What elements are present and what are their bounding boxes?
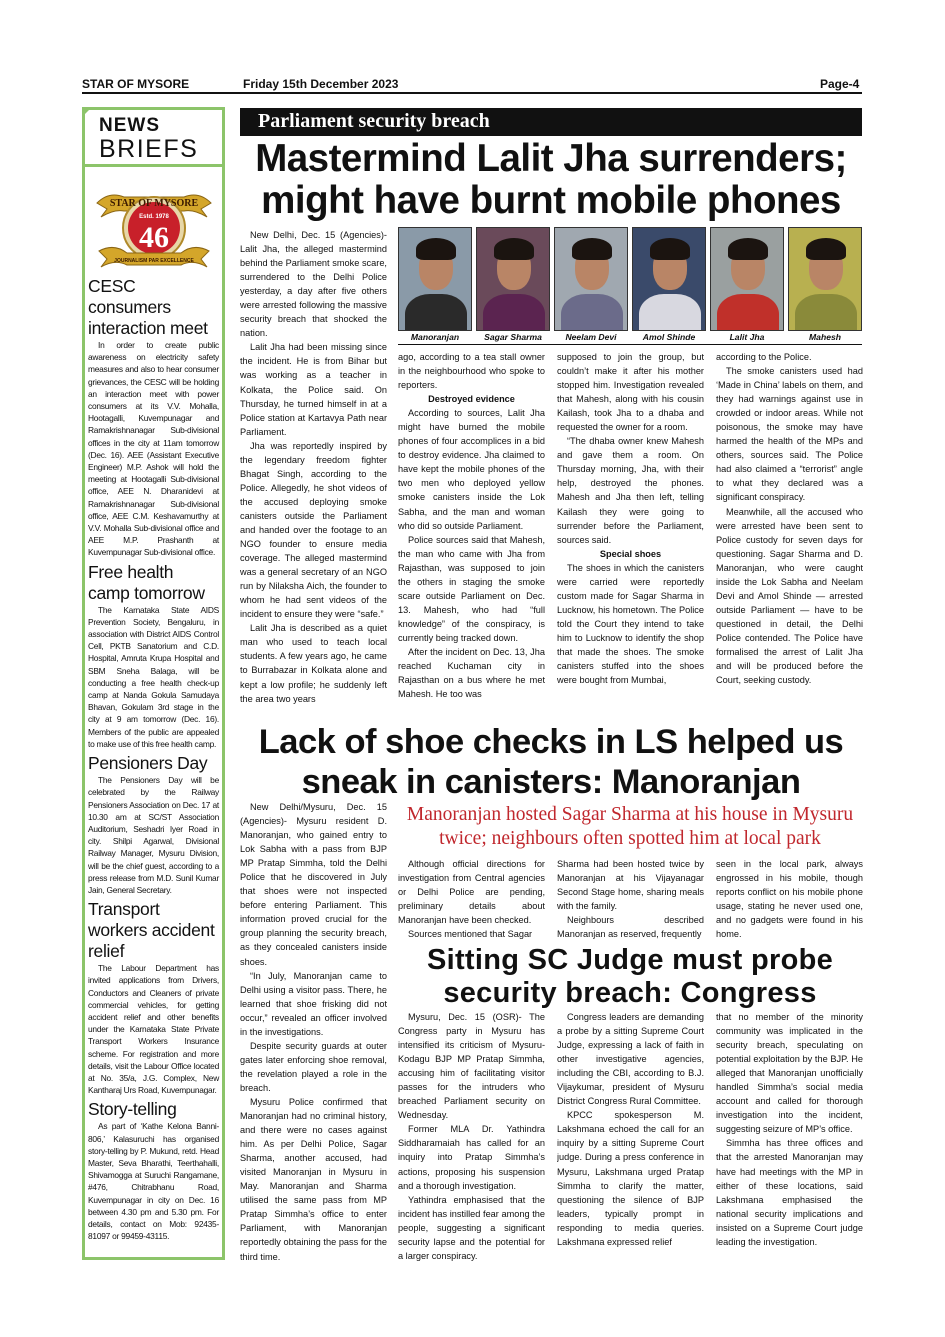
paragraph: Meanwhile, all the accused who were arrested have been sent to Police custody for seven days for questioning. Sagar Sharma and D. Manoranjan, who were caught inside the Lok Sabha and Neelam Devi and Amol Shinde — arrested outside Parliament — have to be questioned in detail, the Delhi Police contended. The Police have formalised the arrest of Lalit Jha and will be produced before the Court, seeking custody. xyxy=(716,506,863,686)
svg-text:46: 46 xyxy=(138,221,169,254)
briefs-label: BRIEFS xyxy=(99,135,199,163)
portrait-image xyxy=(554,227,628,331)
briefs-list xyxy=(85,276,222,1242)
paragraph: Yathindra emphasised that the incident has instilled fear among the people, suggesting a significant security lapse and the potential for a larger conspiracy. xyxy=(398,1194,545,1261)
paragraph: Sources mentioned that Sagar xyxy=(408,929,533,940)
paragraph: New Delhi/Mysuru, Dec. 15 (Agencies)- Mysuru resident D. Manoranjan, who gained entry to Lok Sabha with a pass from BJP MP Pratap Simmha, told the Delhi Police that he discovered in July that shoes were not inspected before entering Parliament. This information proved crucial for the group planning the security breach, as they concealed canisters inside shoes. xyxy=(240,802,387,967)
brief-title: Pensioners Day xyxy=(88,753,208,774)
photo-caption: Sagar Sharma xyxy=(484,332,542,342)
portrait-shoulders xyxy=(561,294,623,331)
brief-title: CESC consumers interaction meet xyxy=(88,276,208,338)
headline-sc-judge: Sitting SC Judge must probe security breach: Congress xyxy=(426,944,834,1009)
accused-photo xyxy=(476,227,550,344)
paragraph: Police sources said that Mahesh, the man who came with Jha from Rajasthan, was supposed to join the others in staging the smoke scare outside Parliament on Dec. 13. Mahesh, who had “full knowledge” of the conspiracy, is currently being tracked down. xyxy=(398,534,545,643)
story2-column xyxy=(398,857,545,943)
paper-name: STAR OF MYSORE xyxy=(82,77,190,91)
paragraph: The smoke canisters used had ‘Made in China’ labels on them, and they had warnings against use in crowded or indoor areas. While not poisonous, the smoke may have harmed the health of the MPs and others, sources said. The Police had also claimed a “terrorist” angle to what they declared was a significant conspiracy. xyxy=(716,366,863,503)
paragraph: that no member of the minority community was implicated in the security breach, speculating on potential exploitation by the BJP. He alleged that Manoranjan unofficially handled Simmha’s social media account and called for thorough investigation into the incident, suggesting seizure of MP’s office. xyxy=(716,1012,863,1135)
paragraph: Neighbours described Manoranjan as reserved, frequently xyxy=(557,915,704,940)
story2-deck: Manoranjan hosted Sagar Sharma at his house in Mysuru twice; neighbours often spotted him at local park xyxy=(406,804,854,849)
news-briefs-heading xyxy=(85,107,222,167)
portrait-image xyxy=(476,227,550,331)
story2-column xyxy=(716,857,863,943)
story2-column xyxy=(557,857,704,943)
accused-photo xyxy=(398,227,472,344)
photo-caption: Neelam Devi xyxy=(565,332,617,342)
story3-column xyxy=(398,1010,545,1264)
paragraph: After the incident on Dec. 13, Jha reached Kuchaman city in Rajasthan on a bus where he met Mahesh. He too was xyxy=(398,646,545,700)
accused-photo xyxy=(632,227,706,344)
portrait-hair xyxy=(416,238,456,260)
paragraph: according to the Police. xyxy=(716,352,812,362)
paragraph: Congress leaders are demanding a probe by a sitting Supreme Court Judge, expressing a lack of faith in other investigative agencies, including the CBI, according to B.J. Vijaykumar, president of Mysuru District Congress Rural Committee. xyxy=(557,1012,704,1107)
subhead: Special shoes xyxy=(599,548,662,559)
anniversary-logo xyxy=(89,173,219,273)
paragraph: Despite security guards at outer gates later enforcing shoe removal, the revelation played a role in the breach. xyxy=(240,1040,387,1093)
brief-body: The Karnataka State AIDS Prevention Society, Bengaluru, in association with District AIDS Control Cell, PKTB Sanatorium and C.D. Hospital, Amruta Krupa Hospital and SBM Sneha Balaga, will be conducting a free health check-up camp at Nanda Gokula Samudaya Bhavan, Gokulam 3rd stage in the city at 9 am tomorrow (Dec. 16). Members of the public are appealed to make use of this free health camp. xyxy=(88,604,219,749)
paragraph: supposed to join the group, but couldn’t make it after his mother stopped him. Investigation revealed that Mahesh, along with his cousin Kailash, took Jha to a dhaba and requested the owner for a room. xyxy=(557,352,704,433)
paragraph: ago, according to a tea stall owner in the neighbourhood who spoke to reporters. xyxy=(398,352,545,391)
brief-body: The Pensioners Day will be celebrated by the Railway Pensioners Association on Dec. 17 at 10.30 am at SC/ST Association Auditorium, Seshadri Iyer Road in city. Shilpi Agarwal, Divisional Railway Manager, Mysuru Division, will be the chief guest, according to a press release from M.D. Sunil Kumar Jain, General Secretary. xyxy=(88,775,219,895)
photo-caption: Lalit Jha xyxy=(729,332,765,342)
portrait-shoulders xyxy=(795,294,857,331)
paragraph: Former MLA Dr. Yathindra Siddharamaiah has called for an inquiry into Pratap Simmha’s actions, proposing his suspension and a thorough investigation. xyxy=(398,1124,545,1191)
accused-photo xyxy=(710,227,784,344)
story1-column xyxy=(716,350,863,718)
svg-text:Estd. 1978: Estd. 1978 xyxy=(138,214,169,220)
portrait-shoulders xyxy=(717,294,779,331)
portrait-shoulders xyxy=(483,294,545,331)
brief-body: In order to create public awareness on electricity safety measures and also to hear consumer grievances, the CESC will be holding an interaction meet with power consumers at its V.V. Mohalla, Hootagalli, Kuvempunagar and Ramakrishnanagar Sub-divisional offices in the city at 11am tomorrow (Dec. 16). AEE (Assistant Executive Engineer) M.P. Ashok will hold the meeting at Hootagalli Sub-divisional office, AEE N. Dharanidevi at Ramakrishnanagar Sub-divisional office, AEE C.M. Keshavamurthy at V.V. Mohalla Sub-divisional office and AEE M.P. Prashanth at Kuvempunagar Sub-divisional office. xyxy=(88,340,219,558)
issue-date: Friday 15th December 2023 xyxy=(243,77,399,91)
story1-column xyxy=(557,350,704,718)
brief-title: Free health camp tomorrow xyxy=(88,561,205,603)
portrait-image xyxy=(632,227,706,331)
portrait-hair xyxy=(806,238,846,260)
story3-column xyxy=(557,1010,704,1264)
portrait-shoulders xyxy=(405,294,467,331)
portrait-image xyxy=(710,227,784,331)
svg-text:JOURNALISM PAR EXCELLENCE: JOURNALISM PAR EXCELLENCE xyxy=(113,258,194,264)
portrait-hair xyxy=(650,238,690,260)
story1-column xyxy=(240,228,387,718)
paragraph: Mysuru Police confirmed that Manoranjan had no criminal history, and there were no cases against him. As per Delhi Police, Sagar Sharma, another accused, had visited Manoranjan in Mysuru in May. Manoranjan and Sharma utilised the same pass from MP Pratap Simmha’s office to enter Parliament, with Manoranjan reportedly obtaining the pass for the third time. xyxy=(240,1096,387,1262)
brief-body: The Labour Department has invited applications from Drivers, Conductors and Cleaners of private commercial vehicles, for getting accident relief and other benefits under the Karnataka State Private Transport Workers Insurance scheme. For registration and more details, visit the Labour Office located at No. 35/a, J.G. Complex, New Kantharaj Urs Road, Kuvempunagar. xyxy=(88,963,219,1096)
paragraph: New Delhi, Dec. 15 (Agencies)- Lalit Jha, the alleged mastermind behind the Parliament smoke scare, surrendered to the Delhi Police yesterday, a day after five others were arrested following the massive security breach that shocked the nation. xyxy=(240,230,387,339)
accused-photo xyxy=(554,227,628,344)
news-label: NEWS xyxy=(99,115,160,136)
accused-photo-strip xyxy=(398,227,862,345)
page-number: Page-4 xyxy=(820,77,860,91)
portrait-hair xyxy=(728,238,768,260)
story2-column xyxy=(240,800,387,1264)
news-briefs-sidebar xyxy=(82,107,225,1260)
paragraph: KPCC spokesperson M. Lakshmana echoed the call for an inquiry by a sitting Supreme Court judge. During a press conference in Mysuru, Lakshmana urged Pratap Simmha to clarify the matter, questioning the silence of BJP leaders, typically prompt in responding to media queries. Lakshmana expressed relief xyxy=(557,1110,704,1247)
paragraph: Simmha has three offices and that the arrested Manoranjan may have had meetings with the MP in either of these locations, said Lakshmana emphasised the national security implications and insisted on a Supreme Court judge leading the investigation. xyxy=(716,1138,863,1247)
svg-text:STAR OF MYSORE: STAR OF MYSORE xyxy=(109,198,198,209)
story3-column xyxy=(716,1010,863,1264)
paragraph: The shoes in which the canisters were carried were reportedly custom made for Sagar Sharma in Lucknow, his hometown. The Police told the Court they intend to take him to Lucknow to identify the shop that made the shoes. The smoke canisters stuffed into the shoes were bought from Mumbai, xyxy=(557,562,704,686)
portrait-image xyxy=(398,227,472,331)
paragraph: Lalit Jha had been missing since the incident. He is from Bihar but was working as a teacher in Kolkata, the Police said. On Thursday, he turned himself in at a Police station at Kartavya Path near Parliament. xyxy=(240,342,387,437)
portrait-hair xyxy=(494,238,534,260)
paragraph: Jha was reportedly inspired by the legendary freedom fighter Bhagat Singh, according to the Police. Allegedly, he shot videos of the accused deploying smoke canisters outside the Parliament and handed over the footage to an NGO founder to ensure media coverage. The alleged mastermind was a general secretary of an NGO run by Nilaksha Aich, the founder to whom he had sent videos of the incident to ensure they were “safe.” xyxy=(240,440,387,620)
story1-column xyxy=(398,350,545,718)
paragraph: Lalit Jha is described as a quiet man who used to teach local students. A few years ago, he came to Burrabazar in Kolkata alone and kept a low profile; he suddenly left the area two years xyxy=(240,623,387,704)
headline-shoe-checks: Lack of shoe checks in LS helped us sneak in canisters: Manoranjan xyxy=(258,723,844,801)
portrait-hair xyxy=(572,238,612,260)
brief-title: Transport workers accident relief xyxy=(88,899,215,962)
header-rule xyxy=(82,92,862,94)
brief-body: As part of ‘Kathe Kelona Banni-806,’ Kalasuruchi has organised story-telling by P. Mukund, retd. Head Master, Seva Bharathi, Teerthahalli, Shivamogga at Suruchi Rangamane, #476, Chitrabhanu Road, Kuvempunagar in city on Dec. 16 between 4.30 pm and 5.30 pm. For details, contact on Mob: 92435-81097 or 99459-43115. xyxy=(88,1121,219,1242)
brief-title: Story-telling xyxy=(88,1099,177,1120)
paragraph: According to sources, Lalit Jha might have burned the mobile phones of four accomplices in a bid to destroy evidence. Jha claimed to have kept the mobile phones of the two men who deployed yellow smoke canisters inside the Lok Sabha, and the man and woman who did so outside Parliament. xyxy=(398,408,545,531)
paragraph: Mysuru, Dec. 15 (OSR)- The Congress party in Mysuru has intensified its criticism of Mysuru-Kodagu BJP MP Pratap Simmha, accusing him of facilitating visitor passes for the intruders who breached Parliament security on Wednesday. xyxy=(398,1012,545,1121)
section-kicker: Parliament security breach xyxy=(240,108,862,136)
subhead: Destroyed evidence xyxy=(428,394,515,405)
accused-photo xyxy=(788,227,862,344)
paragraph: seen in the local park, always engrossed in his mobile, though reports conflict on his mobile phone usage, stating he never used one, and no gadgets were found in his home. xyxy=(716,859,863,940)
portrait-shoulders xyxy=(639,294,701,331)
paragraph: “In July, Manoranjan came to Delhi using a visitor pass. There, he learned that shoe frisking did not occur,” revealed an officer involved in the investigations. xyxy=(240,970,387,1037)
portrait-image xyxy=(788,227,862,331)
photo-caption: Manoranjan xyxy=(410,332,460,342)
paragraph: Sharma had been hosted twice by Manoranjan at his Vijayanagar Second Stage home, sharing meals with the family. xyxy=(557,859,704,912)
photo-caption: Mahesh xyxy=(809,332,841,342)
photo-caption: Amol Shinde xyxy=(642,332,696,342)
paragraph: Although official directions for investigation from Central agencies or Delhi Police are pending, preliminary details about Manoranjan have been checked. xyxy=(398,859,545,926)
headline-lalit-jha: Mastermind Lalit Jha surrenders; might have burnt mobile phones xyxy=(255,137,847,222)
paragraph: “The dhaba owner knew Mahesh and gave them a room. On Thursday morning, Jha, with their help, destroyed the phones. Mahesh and Jha then left, telling Kailash they were going to surrender before the Parliament, sources said. xyxy=(557,436,704,545)
